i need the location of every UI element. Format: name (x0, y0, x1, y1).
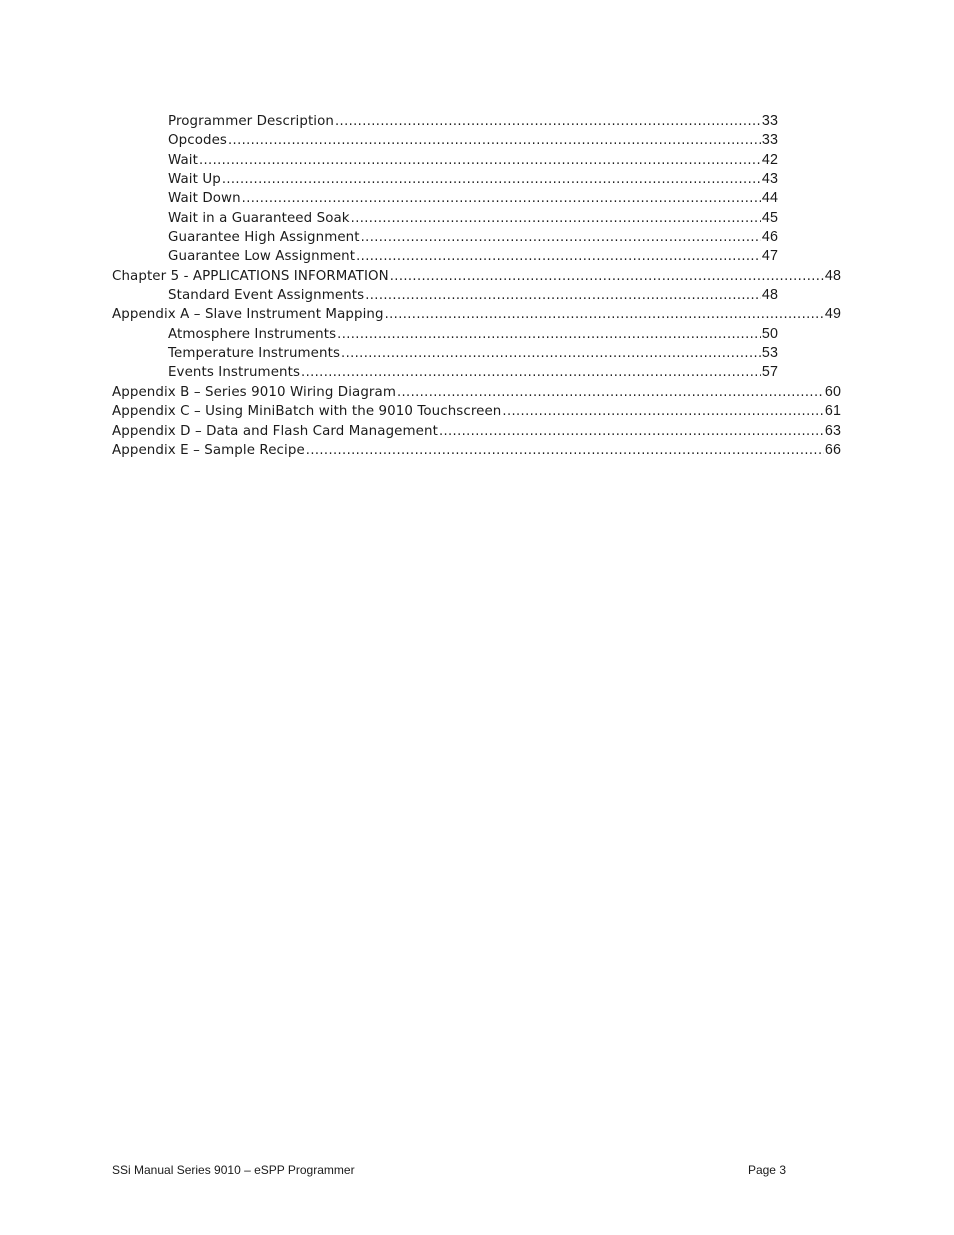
toc-entry-page: 61 (824, 403, 841, 420)
toc-entry-page: 33 (761, 113, 778, 129)
toc-entry-title: Temperature Instruments (168, 346, 341, 362)
toc-entry[interactable] (112, 422, 841, 441)
toc-dot-leader (306, 441, 824, 460)
toc-entry[interactable] (112, 441, 841, 460)
toc-dot-leader (365, 286, 761, 305)
toc-dot-leader (242, 189, 761, 208)
toc-entry-title: Events Instruments (168, 365, 301, 381)
toc-entry-title: Opcodes (168, 133, 228, 149)
toc-entry[interactable] (168, 286, 778, 305)
toc-entry[interactable] (168, 344, 778, 363)
toc-entry[interactable] (168, 151, 778, 170)
toc-entry-page: 63 (824, 422, 841, 439)
toc-entry-page: 57 (761, 364, 778, 381)
toc-entry-page: 44 (761, 190, 778, 207)
toc-entry-page: 49 (824, 306, 841, 323)
toc-dot-leader (397, 383, 824, 402)
toc-entry-title: Guarantee Low Assignment (168, 249, 356, 265)
toc-entry[interactable] (168, 247, 778, 266)
toc-entry-page: 43 (761, 171, 778, 188)
toc-entry-title: Chapter 5 - APPLICATIONS INFORMATION (112, 268, 389, 284)
toc-dot-leader (222, 170, 761, 189)
page-footer (112, 1163, 786, 1177)
footer-page-number: Page 3 (747, 1163, 786, 1177)
toc-entry[interactable] (168, 209, 778, 228)
toc-entry[interactable] (112, 267, 841, 286)
toc-dot-leader (335, 112, 761, 131)
toc-entry[interactable] (112, 305, 841, 324)
toc-entry-title: Standard Event Assignments (168, 288, 365, 304)
table-of-contents (0, 112, 954, 460)
toc-entry-title: Guarantee High Assignment (168, 230, 360, 246)
toc-dot-leader (337, 325, 761, 344)
toc-entry-page: 47 (761, 248, 778, 265)
toc-dot-leader (502, 402, 823, 421)
toc-entry-page: 48 (824, 267, 841, 284)
toc-entry-title: Wait Up (168, 172, 221, 188)
toc-entry-page: 60 (824, 383, 841, 400)
toc-entry-title: Appendix B – Series 9010 Wiring Diagram (112, 384, 396, 400)
toc-dot-leader (390, 267, 824, 286)
toc-entry-title: Atmosphere Instruments (168, 326, 337, 342)
toc-entry[interactable] (112, 402, 841, 421)
toc-entry-title: Appendix C – Using MiniBatch with the 9010 Touchscreen (112, 404, 502, 420)
toc-entry-page: 42 (761, 151, 778, 168)
toc-dot-leader (199, 151, 761, 170)
toc-entry-title: Wait in a Guaranteed Soak (168, 210, 350, 226)
toc-dot-leader (439, 422, 824, 441)
toc-dot-leader (301, 363, 761, 382)
toc-entry-page: 45 (761, 209, 778, 226)
toc-entry[interactable] (168, 325, 778, 344)
toc-entry[interactable] (168, 363, 778, 382)
toc-entry-page: 50 (761, 325, 778, 342)
toc-entry-page: 46 (761, 229, 778, 246)
toc-entry-title: Programmer Description (168, 114, 335, 129)
toc-entry[interactable] (168, 131, 778, 150)
toc-entry-title: Wait Down (168, 191, 241, 207)
footer-document-title: SSi Manual Series 9010 – eSPP Programmer (112, 1163, 355, 1177)
toc-entry[interactable] (168, 170, 778, 189)
toc-entry[interactable] (168, 228, 778, 247)
toc-entry-title: Appendix D – Data and Flash Card Management (112, 423, 438, 439)
toc-entry-page: 33 (761, 132, 778, 149)
toc-entry[interactable] (168, 189, 778, 208)
toc-entry[interactable] (112, 383, 841, 402)
toc-entry-page: 66 (824, 441, 841, 458)
toc-dot-leader (361, 228, 761, 247)
toc-entry-title: Wait (168, 152, 198, 168)
toc-entry-title: Appendix E – Sample Recipe (112, 442, 305, 458)
toc-entry-page: 53 (761, 345, 778, 362)
toc-entry-title: Appendix A – Slave Instrument Mapping (112, 307, 384, 323)
toc-dot-leader (351, 209, 761, 228)
toc-dot-leader (356, 247, 761, 266)
toc-dot-leader (228, 131, 761, 150)
toc-entry[interactable] (168, 112, 778, 131)
toc-dot-leader (385, 305, 824, 324)
toc-entry-page: 48 (761, 287, 778, 304)
toc-dot-leader (341, 344, 761, 363)
